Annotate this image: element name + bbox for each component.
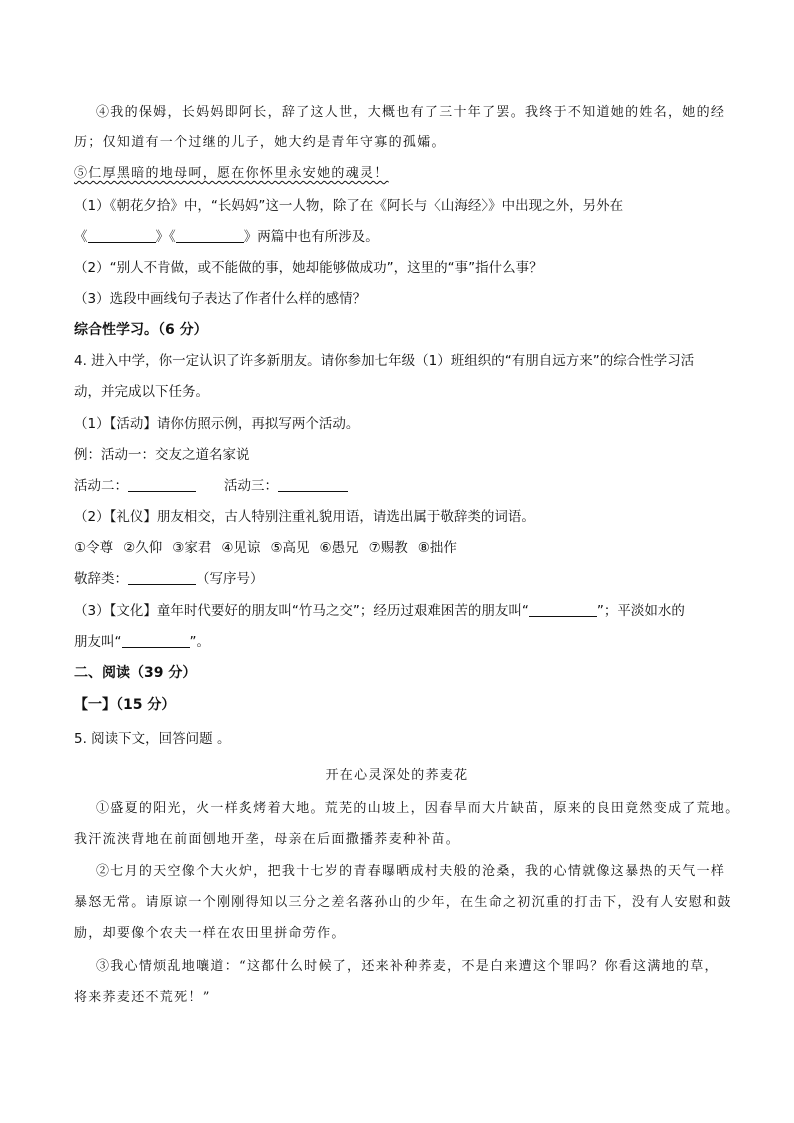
q3-sub1-line2: 《 》《 》两篇中也有所涉及。 <box>74 229 379 245</box>
answer-blank[interactable] <box>529 602 597 617</box>
option: ③家君 <box>172 540 212 556</box>
q5-stem: 5. 阅读下文，回答问题 。 <box>74 731 231 747</box>
option: ⑦赐教 <box>368 540 408 556</box>
answer-blank[interactable] <box>176 228 244 243</box>
part-one-heading: 【一】（15 分） <box>74 697 176 713</box>
option: ⑧拙作 <box>417 540 457 556</box>
passage-p4-line1: ④我的保姆，长妈妈即阿长，辞了这人世，大概也有了三十年了罢。我终于不知道她的姓名，她的经 <box>96 105 726 120</box>
article-p3-line2: 将来荞麦还不荒死！” <box>74 990 211 1005</box>
q4-options <box>74 539 457 557</box>
article-p3-line1: ③我心情烦乱地嚷道：“这都什么时候了，还来补种荞麦，不是白来遭这个罪吗？你看这满地的草， <box>96 959 719 974</box>
answer-blank[interactable] <box>122 633 190 648</box>
option: ⑤高见 <box>270 540 310 556</box>
passage-p5-underlined <box>74 165 389 183</box>
q4-stem-line2: 动，并完成以下任务。 <box>74 384 209 400</box>
answer-blank[interactable] <box>128 477 196 492</box>
passage-p4-line2: 历；仅知道有一个过继的儿子，她大约是青年守寡的孤孀。 <box>74 135 446 150</box>
option: ⑥愚兄 <box>319 540 359 556</box>
option: ①令尊 <box>74 540 114 556</box>
article-title: 开在心灵深处的荞麦花 <box>325 768 469 783</box>
underlined-sentence: ⑤仁厚黑暗的地母呵，愿在你怀里永安她的魂灵！ <box>74 166 389 181</box>
option: ④见谅 <box>221 540 261 556</box>
answer-blank[interactable] <box>278 477 348 492</box>
q4-task3-line1: （3）【文化】童年时代要好的朋友叫“竹马之交”；经历过艰难困苦的朋友叫“ ”；平淡如水的 <box>74 603 685 619</box>
q3-sub3: （3）选段中画线句子表达了作者什么样的感情？ <box>74 291 367 307</box>
q4-activities: 活动二： 活动三： <box>74 477 348 495</box>
article-p2-line1: ②七月的天空像个大火炉，把我十七岁的青春曝晒成村夫般的沧桑，我的心情就像这暴热的天气一样 <box>96 864 726 879</box>
option: ②久仰 <box>123 540 163 556</box>
q4-honorific-answer: 敬辞类： （写序号） <box>74 571 264 587</box>
section-comprehensive-heading: 综合性学习。（6 分） <box>74 322 208 338</box>
answer-blank[interactable] <box>128 570 196 585</box>
article-p2-line3: 励，却要像个农夫一样在农田里拼命劳作。 <box>74 926 346 941</box>
q3-sub1-line1: （1）《朝花夕拾》中，“长妈妈”这一人物，除了在《阿长与〈山海经〉》中出现之外，另外在 <box>74 198 624 214</box>
q4-example: 例：活动一：交友之道名家说 <box>74 447 250 463</box>
q4-stem-line1: 4. 进入中学，你一定认识了许多新朋友。请你参加七年级（1）班组织的“有朋自远方来”的综合性学习活 <box>74 353 695 369</box>
q4-task1: （1）【活动】请你仿照示例，再拟写两个活动。 <box>74 416 360 432</box>
article-p1-line2: 我汗流浃背地在前面刨地开垄，母亲在后面撒播荞麦种补苗。 <box>74 832 461 847</box>
section-reading-heading: 二、阅读（39 分） <box>74 665 197 681</box>
q4-task3-line2: 朋友叫“ ”。 <box>74 634 210 650</box>
q3-sub2: （2）“别人不肯做，或不能做的事，她却能够做成功”，这里的“事”指什么事？ <box>74 260 543 276</box>
answer-blank[interactable] <box>88 228 156 243</box>
article-p2-line2: 暴怒无常。请原谅一个刚刚得知以三分之差名落孙山的少年，在生命之初沉重的打击下，没有人安慰和鼓 <box>74 895 732 910</box>
q4-task2: （2）【礼仪】朋友相交，古人特别注重礼貌用语，请选出属于敬辞类的词语。 <box>74 509 535 525</box>
article-p1-line1: ①盛夏的阳光，火一样炙烤着大地。荒芜的山坡上，因春旱而大片缺苗，原来的良田竟然变成了荒地。 <box>96 801 740 816</box>
